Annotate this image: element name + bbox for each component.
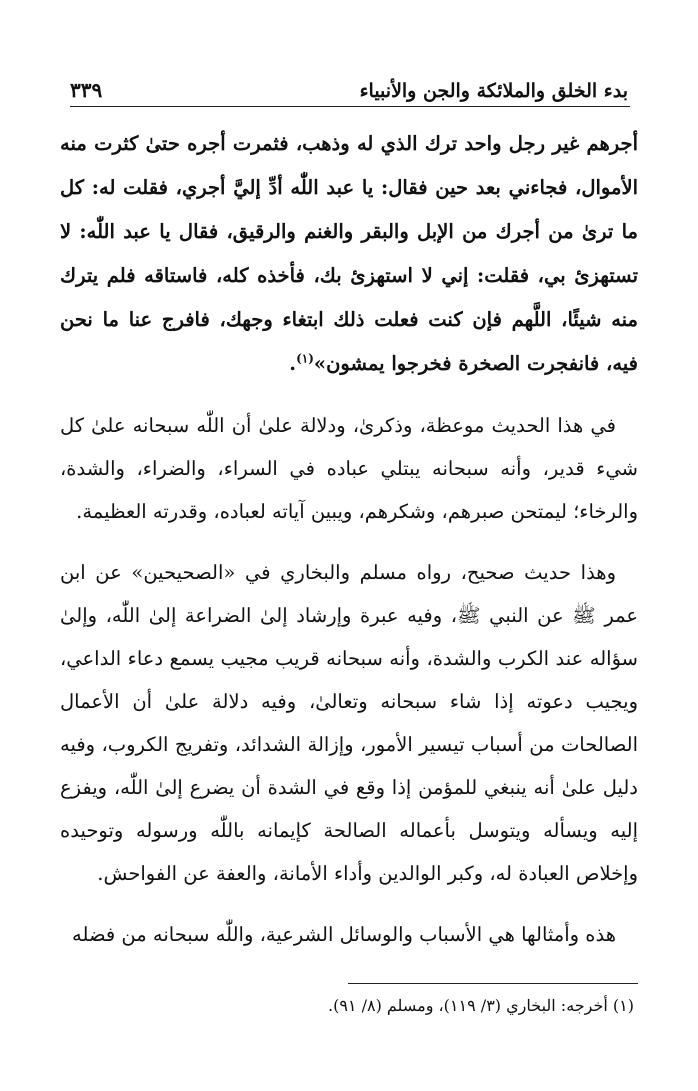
commentary-paragraph-1: في هذا الحديث موعظة، وذكرىٰ، ودلالة علىٰ أن اللّٰه سبحانه علىٰ كل شيء قدير، وأنه سبحانه يبتلي عباده في السراء، والضراء، والشدة، والرخاء؛ ليمتحن صبرهم، وشكرهم، ويبين آياته لعباده، وقدرته العظيمة. [60,414,638,523]
running-header [70,62,628,102]
hadith-paragraph: أجرهم غير رجل واحد ترك الذي له وذهب، فثمرت أجره حتىٰ كثرت منه الأموال، فجاءني بعد حين فقال: يا عبد اللّٰه أدِّ إليَّ أجري، فقلت له: كل ما ترىٰ من أجرك من الإبل والبقر والغنم والرقيق، فقال يا عبد اللّٰه: لا تستهزئ بي، فقلت: إني لا استهزئ بك، فأخذه كله، فاستاقه فلم يترك منه شيئًا، اللَّهم فإن كنت فعلت ذلك ابتغاء وجهك، فافرج عنا ما نحن فيه، فانفجرت الصخرة فخرجوا يمشون»$^{(١)}$. [60,132,638,375]
footnote: (١) أخرجه: البخاري (٣/ ١١٩)، ومسلم (٨/ ٩١). [327,996,634,1015]
commentary-paragraph-3: هذه وأمثالها هي الأسباب والوسائل الشرعية، واللّٰه سبحانه من فضله [72,923,616,946]
header-divider [70,106,630,107]
page-number: ٣٣٩ [70,78,103,102]
commentary-paragraph-2: وهذا حديث صحيح، رواه مسلم والبخاري في «الصحيحين» عن ابن عمر ﷺ عن النبي ﷺ، وفيه عبرة وإرشاد إلىٰ الضراعة إلىٰ اللّٰه، وإلىٰ سؤاله عند الكرب والشدة، وأنه سبحانه قريب مجيب يسمع دعاء الداعي، ويجيب دعوته إذا شاء سبحانه وتعالىٰ، وفيه دلالة علىٰ أن الأعمال الصالحات من أسباب تيسير الأمور، وإزالة الشدائد، وتفريج الكروب، وفيه دليل علىٰ أنه ينبغي للمؤمن إذا وقع في الشدة أن يضرع إلىٰ اللّٰه، ويفزع إليه ويسأله ويتوسل بأعماله الصالحة كإيمانه باللّٰه ورسوله وتوحيده وإخلاص العبادة له، وكبر الوالدين وأداء الأمانة، والعفة عن الفواحش. [60,561,638,885]
hadith-text: أجرهم غير رجل واحد ترك الذي له وذهب، فثمرت أجره حتىٰ كثرت منه الأموال، فجاءني بعد حين فقال: يا عبد اللّٰه أدِّ إليَّ أجري، فقلت له: كل ما ترىٰ من أجرك من الإبل والبقر والغنم والرقيق، فقال يا عبد اللّٰه: لا تستهزئ بي، فقلت: إني لا استهزئ بك، فأخذه كله، فاستاقه فلم يترك منه شيئًا، اللَّهم فإن كنت فعلت ذلك ابتغاء وجهك، فافرج عنا ما نحن فيه، فانفجرت الصخرة فخرجوا يمشون» [60,132,638,375]
footnote-divider [348,983,638,984]
footnote-reference: (١) [296,351,314,366]
running-title: بدء الخلق والملائكة والجن والأنبياء [359,80,628,102]
main-text [60,122,638,956]
